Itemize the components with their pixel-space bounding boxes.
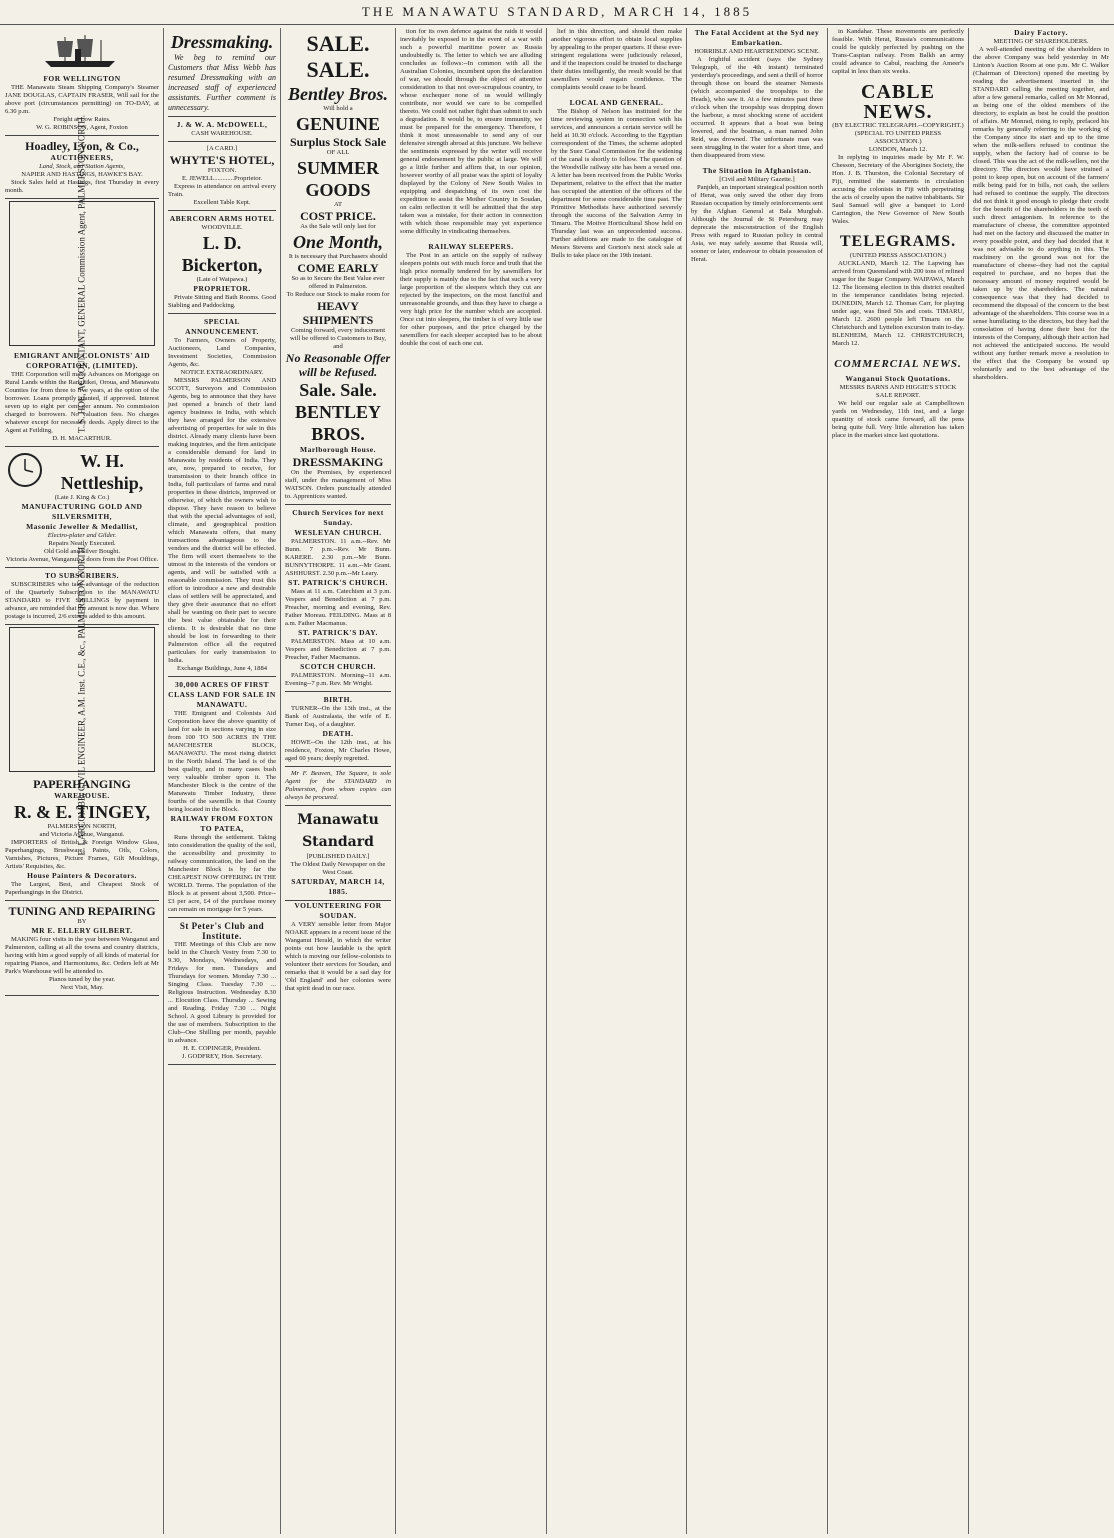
whyte-prop: E. JEWELL............Proprietor. <box>181 175 263 182</box>
scotch-church: SCOTCH CHURCH. <box>300 662 376 671</box>
whyte-place: FOXTON. <box>207 167 237 174</box>
st-peters-club <box>168 918 276 1065</box>
heavy-shipments: HEAVY SHIPMENTS <box>302 299 374 327</box>
volunteering-text: A VERY sensible letter from Major NOAKE appears in a recent issue of the Wanganui Herald, in which the writer points out how laudable is the spirit which is moving our fellow-colonists to volunteer their services for Soudan, and remarks that it would be a sad day for 'Old England' and her colonies were that spirit dead in our race. <box>285 921 391 992</box>
column-rule <box>546 28 547 1534</box>
cable-date: LONDON, March 12. <box>868 146 928 153</box>
only-last: As the Sale will only last for <box>300 223 376 230</box>
tuning-next: Next Visit, May. <box>60 984 104 991</box>
birth-text: TURNER--On the 13th inst., at the Bank of Australasia, the wife of E. Turner Esq., of a daughter. <box>285 705 391 728</box>
dress-title: Dressmaking. <box>170 32 274 52</box>
column-2 <box>165 28 279 1534</box>
church-head: Church Services for next Sunday. <box>292 508 384 527</box>
published: [PUBLISHED DAILY.] <box>306 853 370 860</box>
column-rule <box>686 28 687 1534</box>
nettleship-address: Victoria Avenue, Wanganui, 3 doors from the Post Office. <box>5 556 159 563</box>
stpatday-text: PALMERSTON. Mass at 10 a.m. Vespers and Benediction at 7 p.m. Preacher, Father Macmanus. <box>285 638 391 661</box>
agent-note <box>285 767 391 806</box>
wanganui-sub: MESSRS BARNS AND HIGGIE'S STOCK SALE REPORT. <box>839 384 957 399</box>
tuning-name: MR E. ELLERY GILBERT. <box>31 926 133 935</box>
nettleship-plater: Electro-plater and Gilder. <box>47 532 117 539</box>
tuning-ad <box>5 901 159 996</box>
dressmaking-ad <box>168 28 276 117</box>
stpeter-sec: J. GODFREY, Hon. Secretary. <box>181 1053 263 1060</box>
bentley-sale-ad <box>285 28 391 505</box>
death-head: DEATH. <box>322 729 354 738</box>
st-patricks-day: ST. PATRICK'S DAY. <box>298 628 378 637</box>
dress-text-3: On the Premises, by experienced staff, under the management of Miss WATSON. Orders punctually attended to. Apprentices wanted. <box>285 469 391 500</box>
col8-text: A well-attended meeting of the shareholders in the above Company was held yesterday in Mr Linton's Auction Room at one p.m. Mr C. Walker (Chairman of Directors) opened the meeting by reading the advertisement inserted in the STANDARD calling the meeting together, and after a few general remarks, called on Mr Monrad, as being one of the oldest members of the directory, to explain as best he could the position of affairs. Mr Monrad, rising to reply, prefaced his remarks by generally referring to the working of the Company since its start and up to the time when the milk-sellers refused to continue the supply, when the factory had of course to be closed. This was the act of the milk-sellers, not the directory. The directors would have strained a point to keep open, but on account of the farmers' milk being paid for in bills, not cash, the sellers had refused to continue the supply. The directors did not think it good enough to pledge their credit for the benefit of the shareholders in the teeth of such direct antagonism. In reference to the manufacture of cheese, the committee appointed had met on the factory and discussed the matter in every possible point, and they had decided that it was not advisable to do anything in this. The machinery on the ground was not for the manufacture of cheese--they had not the capital required to purchase, and no hopes that the necessary amount of money required would be taken up by the shareholders. The natural consequence was that they had decided to recommend the disposal of the concern to the best advantage of the shareholders. This course was in a sense humiliating to the directors, but they had the consolation of having done their best for the interests of the Company, although their action had not achieved the anticipated success. He would without any further remark move a resolution to the effect that the Company be wound up voluntarily and to the best advantage of the shareholders. <box>973 46 1109 381</box>
telegrams-text: AUCKLAND, March 12. The Lapwing has arrived from Queensland with 200 tons of refined sugar for the Sugar Company. WAIPAWA, March 12. The licensing election in this district resulted in the temperance candidates being rejected. DUNEDIN, March 12. Thomas Carr, for playing under age, was fined 50s and costs. TIMARU, March 12. 2600 people left Timaru on the Christchurch and Lyttelton excursion train to-day. BLENHEIM, March 12. CHRISTCHURCH, March 12. <box>832 260 964 347</box>
fatal-head: The Fatal Accident at the Syd ney Embarkation. <box>694 28 820 47</box>
nettleship-late: (Late J. King & Co.) <box>54 494 110 501</box>
dairy-head: Dairy Factory. <box>1014 28 1068 37</box>
wesleyan-text: PALMERSTON. 11 a.m.--Rev. Mr Bunn. 7 p.m.--Rev. Mr Bunn. KARERE. 2.30 p.m.--Mr Bunn. BUNNYTHORPE. 11 a.m.--Mr Grant. ASHHURST. 2.30 p.m.--Mr Leary. <box>285 538 391 577</box>
freight-line: Freight at Low Rates. <box>53 116 111 123</box>
column-4 <box>397 28 545 1534</box>
abercorn-name: ABERCORN ARMS HOTEL <box>169 214 275 223</box>
nettleship-repairs: Repairs Neatly Executed. <box>48 540 116 547</box>
land-text: THE Emigrant and Colonists Aid Corporation have the above quantity of land for sale in sections varying in size from 100 TO 500 ACRES IN THE MANCHESTER BLOCK, MANAWATU. The most rising district in the North Island. The land is of the best quality, and in many cases bush very valuable timber upon it. The Manchester Block is the centre of the Manawatu Timber Industry, three fourths of the sawmills in that County being located in the Block. <box>168 710 276 813</box>
column-7 <box>829 28 967 1534</box>
wanganui-head: Wanganui Stock Quotations. <box>845 374 951 383</box>
paperhanging: PAPERHANGING <box>33 777 131 791</box>
summer-goods: SUMMER GOODS <box>297 158 379 200</box>
no-offer: No Reasonable Offer will be Refused. <box>285 351 391 379</box>
cable-text: In replying to inquiries made by Mr F. W. Chesson, Secretary of the Aborigines Society, the Hon. J. B. Thurston, the Colonial Secretary of Fiji, remitted the statements in circulation accusing the colonists in Fiji with perpetrating the acts of cruelty upon the native inhabitants. Sir Saul Samuel will give a banquet to Lord Carrington, the New Governor of New South Wales. <box>832 154 964 225</box>
local-general-text: The Bishop of Nelson has instituted for the time reviewing system in connection with his services, and announces a certain service will be held at 10.30 o'clock. According to the Egyptian correspondent of the Times, the scheme adopted by the Suez Canal Commission for the widening of the canal is shortly to follow. The question of the Woodville railway site has been a vexed one. A letter has been received from the Public Works Department, relative to the effect that the matter has occupied the attention of the officers of the department for some considerable time past. The Primitive Methodists have authorized severely through the success of the Salvation Army in Timaru. The Motive Horticultural Show held on Thursday last was an unprecedented success. Further additions are made to the catalogue of Messrs Stevens and Gorton's next stock sale at Bulls to take place on the 19th instant. <box>551 108 682 259</box>
tuning-tuned: Pianos tuned by the year. <box>48 976 116 983</box>
railway-head: RAILWAY FROM FOXTON TO PATEA, <box>170 814 274 833</box>
bickerton-late: (Late of Waipawa.) <box>196 276 248 283</box>
subscribers-head: TO SUBSCRIBERS. <box>44 571 120 580</box>
local-general-head: LOCAL AND GENERAL. <box>569 98 664 107</box>
dress-text: We beg to remind our Customers that Miss Webb has resumed Dressmaking with an increased staff of experienced assistants. Further comment is unnecessary. <box>168 53 276 112</box>
whyte-text: Express in attendance on arrival every Train. <box>168 183 276 198</box>
stpeter-text: THE Meetings of this Club are now held in the Church Vestry from 7.30 to 9.30, Mondays, Wednesdays, and Fridays for men. Tuesdays and Thursdays for women. Monday 7.30 ... Singing Class. Tuesday 7.30 ... Religious Instruction. Wednesday 8.30 ... Elocution Class. Thursday ... Sewing and Reading. Friday 7.30 ... Night School. A good Library is provided for the use of members. Subscription to the Club--One Shilling per month, payable in advance. <box>168 941 276 1044</box>
volunteering-article <box>285 901 391 993</box>
telegrams-head: TELEGRAMS. <box>839 233 957 250</box>
dressmaking-head: DRESSMAKING <box>292 455 384 469</box>
tingey-text: IMPORTERS of British & Foreign Window Glass, Paperhangings, Brushware, Paints, Oils, Colors, Varnishes, Pictures, Picture Frames, Gilt Mouldings, Artists' Requisites, &c. <box>5 839 159 870</box>
wesleyan: WESLEYAN CHURCH. <box>294 528 382 537</box>
column-1 <box>2 28 162 1534</box>
warehouse: WAREHOUSE. <box>54 791 110 800</box>
bentley-2: BENTLEY BROS. <box>294 402 382 444</box>
auctioneers-sales: Stock Sales held at Hastings, first Thursday in every month. <box>5 179 159 194</box>
land-text-2: Runs through the settlement. Taking into consideration the quality of the soil, the accessibility and proximity to railway communication, the land on the Manchester Block is by far the CHEAPEST NOW OFFERING IN THE WORLD. Terms. The population of the Block is at present about 3,500. Price--£3 per acre, £4 of the purchase money can remain on mortgage for 5 years. <box>168 834 276 913</box>
at: AT <box>333 201 343 208</box>
column-rule <box>280 28 281 1534</box>
column-3 <box>282 28 394 1534</box>
whyte-table: Excellent Table Kept. <box>193 199 251 206</box>
tingey-name: R. & E. TINGEY, <box>13 802 151 822</box>
column-6 <box>688 28 826 1534</box>
column-rule <box>163 28 164 1534</box>
mcdowell-ad <box>168 117 276 142</box>
whyte-hotel-ad <box>168 142 276 211</box>
st-patrick: ST. PATRICK'S CHURCH. <box>288 578 388 587</box>
abercorn-place: WOODVILLE. <box>201 224 243 231</box>
births-deaths <box>285 692 391 767</box>
surplus: Surplus Stock Sale <box>289 135 387 149</box>
reduce: To Reduce our Stock to make room for <box>286 291 390 298</box>
hoe-text: T. S. HOE, ACCOUNTANT, GENERAL Commission Agent, PALMERSTON NORTH. <box>76 114 87 433</box>
nettleship-jeweller: Masonic Jeweller & Medallist, <box>26 522 138 531</box>
mcdowell-sub: CASH WAREHOUSE. <box>191 130 253 137</box>
special-head: SPECIAL ANNOUNCEMENT. <box>185 317 259 336</box>
land-head: 30,000 ACRES OF FIRST CLASS LAND FOR SALE IN MANAWATU. <box>168 680 276 709</box>
commercial-head: COMMERCIAL NEWS. <box>834 358 962 370</box>
oldest: The Oldest Daily Newspaper on the West Coast. <box>290 861 386 876</box>
cable-sub: (BY ELECTRIC TELEGRAPH.--COPYRIGHT.) (SPECIAL TO UNITED PRESS ASSOCIATION.) <box>832 122 964 145</box>
will-hold: Will hold a <box>323 105 353 112</box>
birth-head: BIRTH. <box>323 695 353 704</box>
emigrant-text: THE Corporation will make Advances on Mortgage on Rural Lands within the Rangitikei, Oroua, and Manawatu Counties for from three to five years, at the option of the borrower. Loans promptly granted, if approved. Interest seven up to eight per cent per annum. No commission charged to borrowers. No valuation fees. No charges whatever except for necessary deeds. Apply direct to the Agent at Feilding, <box>5 371 159 434</box>
mcdowell-name: J. & W. A. McDOWELL, <box>176 120 268 129</box>
issue-date: SATURDAY, MARCH 14, 1885. <box>291 877 385 896</box>
col7-text: in Kandahar. These movements are perfectly feasible. With Herat, Russia's communications could be quickly perfected by pushing on the Trans-Caspian railway. From Balkh an army could advance to Cabul, reaching the Ameer's capital in less than six weeks. <box>832 28 964 75</box>
column-rule <box>395 28 396 1534</box>
emigrant-agent: D. H. MACARTHUR. <box>52 435 112 442</box>
agent-note-text: Mr F. Beaven, The Square, is sole Agent for the STANDARD in Palmerston, from whom copies can always be procured. <box>285 770 391 801</box>
bickerton-text: Private Sitting and Bath Rooms. Good Stabling and Paddocking. <box>168 294 276 309</box>
stpatrick-text: Mass at 11 a.m. Catechism at 3 p.m. Vespers and Benediction at 7 p.m. Preacher, morning and evening, Rev. Father Moreau. FEILDING. Mass at 8 a.m. Father Macmanus. <box>285 588 391 627</box>
afghan-sub: [Civil and Military Gazette.] <box>719 176 795 183</box>
cost-price: COST PRICE. <box>300 209 376 223</box>
telegrams-sub: (UNITED PRESS ASSOCIATION.) <box>849 252 947 259</box>
notice-extraordinary: NOTICE EXTRAORDINARY. <box>180 369 264 376</box>
special-text: MESSRS PALMERSON AND SCOTT, Surveyors and Commission Agents, beg to announce that they have just opened a branch of their land agency business in India, with which they have arranged for the extensive advertising of properties for sale in this district. Already many clients have been making inquiries, and the firm anticipate a considerable demand for land in Manawatu by residents of India. They are, now, prepared to receive, for transmission to their branch office in India, full particulars of farms and rural properties in these districts, improved or otherwise, of which the owners wish to dispose. They have reason to believe that with the special advantages of soil, climate, and geographical position which Manawatu offers, that many transactions advantageous to the vendors and the district will be effected. The firm will exert themselves to the utmost in the interests of the vendors or agents, and will be satisfied with a reasonable commission. They trust this effort to introduce a new and desirable class of settlers will be appreciated, and they give their assurance that no effort shall be wanting on their part to secure the best value obtainable for their clients. It is desirable that no time should be lost in forwarding to their Palmerston office all the required particulars for early transmission to India. <box>168 377 276 664</box>
sale-title: SALE. SALE. <box>306 31 370 82</box>
fatal-sub: HORRIBLE AND HEARTRENDING SCENE. <box>694 48 820 55</box>
secure: So as to Secure the Best Value ever offered in Palmerston. <box>291 275 385 290</box>
one-month: One Month, <box>292 232 384 252</box>
column-rule <box>968 28 969 1534</box>
whyte-name: WHYTE'S HOTEL, <box>169 153 275 167</box>
land-sale-ad <box>168 677 276 918</box>
church-services <box>285 505 391 692</box>
clock-icon <box>5 450 45 490</box>
col4-text: tion for its own defence against the raids it would inevitably be exposed to in the event of a war with such a powerful maritime power as Russia undoubtedly is. The letter to which we are alluding concludes as follows:--In common with all the Australian Colonies, incumbent upon the declaration of war, we should through the object of attentive consideration to that not over-scrupulous country, to whose exchequer none of us would willingly contribute, nor would we care to be compelled thereto. We could not rather fight than submit to such a degradation. It would be, to ensure immunity, we must be prepared for the emergency. Therefore, I think it most unreasonable to send any of our defensive strength abroad at this juncture. We believe the sentiments expressed by the writer will receive general endorsement by the public at large. We will go a little further and affirm that, in our opinion, however worthy of all praise was the spirit of loyalty displayed by the Colony of New South Wales in equipping and despatching of its own cost the expedition to assist the Mother Country in Soudan, on calm reflection it will be admitted that the step taken was a mistake, for their action in connection with which those responsible may yet experience some difficulty in vindicating themselves. <box>400 28 542 235</box>
bickerton-name: L. D. Bickerton, <box>181 233 263 275</box>
fatal-text: A frightful accident (says the Sydney Telegraph, of the 4th instant) terminated yesterday's proceedings, and sent a thrill of horror through those on board the steamer Nemesis (which accompanied the troopships to the Heads), who saw it. At a few minutes past three o'clock when the troopship was dropping down the harbour, a most shocking scene of accident occurred. It appears that a boat was being lowered, and the boatman, a man named John Reid, was drowned. The unfortunate man was seen struggling in the water for a short time, and then disappeared from view. <box>691 56 823 159</box>
come-early: COME EARLY <box>297 261 379 275</box>
col5-text: lief in this direction, and should then make another vigorous effort to obtain local supplies by appealing to the proper quarters. If these ever-stringent regulations were judiciously relaxed, and if the inspectors could be trusted to discharge their duties intelligently, the result would be that sawmillers would regain confidence. The complaints would cease to be heard. <box>551 28 682 91</box>
coming: Coming forward, every inducement will be offered to Customers to Buy, and <box>290 327 386 350</box>
column-5 <box>548 28 685 1534</box>
special-to: To Farmers, Owners of Property, Auctioneers, Land Companies, Investment Societies, Commission Agents, &c. <box>168 337 276 368</box>
abercorn-ad <box>168 211 276 314</box>
scotch-text: PALMERSTON. Morning--11 a.m. Evening--7 p.m. Rev. Mr Wright. <box>285 672 391 687</box>
afghan-text: Panjdeh, an important strategical position north of Herat, was only saved the other day from Russian occupation by timely reinforcements sent by the Afghan General at Bala Murghab. Although the Journal de St Petersburg may deprecate the misconstruction of the English Press with regard to Russian policy in central Asia, we may safely assume that Russia will, sooner or later, endeavour to obtain possession of Herat. <box>691 184 823 263</box>
steamer-text: THE Manawatu Steam Shipping Company's Steamer JANE DOUGLAS, CAPTAIN FRASER, Will sail for the above port (circumstances permitting) on TO-DAY, at 6.30 p.m. <box>5 84 159 115</box>
marlborough: Marlborough House. <box>300 445 376 454</box>
auctioneers-place: NAPIER AND HASTINGS, HAWKE'S BAY. <box>21 171 143 178</box>
tingey-place: PALMERSTON NORTH, <box>47 823 117 830</box>
tuning-by: BY <box>77 918 87 925</box>
emigrant-head: EMIGRANT AND COLONISTS' AID CORPORATION, (LIMITED). <box>13 351 151 370</box>
railway-sleepers-head: RAILWAY SLEEPERS. <box>428 242 514 251</box>
special-sig: Exchange Buildings, June 4, 1884 <box>176 665 268 672</box>
afghan-head: The Situation in Afghanistan. <box>702 166 812 175</box>
auctioneers-name: Hoadley, Lyon, & Co., <box>25 139 139 153</box>
bentley-name: Bentley Bros. <box>287 84 388 104</box>
paper-name: Manawatu Standard <box>297 812 379 850</box>
masthead: THE MANAWATU STANDARD, MARCH 14, 1885 <box>0 0 1114 25</box>
column-8 <box>970 28 1112 1534</box>
tuning-head: TUNING AND REPAIRING <box>8 904 156 918</box>
larcombe-text: E. LARCOMBE, CIVIL ENGINEER, A.M. Inst. C.E., &c., PALMERSTON NORTH. <box>76 544 87 855</box>
tuning-text: MAKING four visits in the year between Wanganui and Palmerston, calling at all the towns and country districts, having with him a good supply of all kinds of material for repairing Pianos, and Harmoniums, &c. Orders left at Mr Park's Warehouse will be attended to. <box>5 936 159 975</box>
proprietor: PROPRIETOR. <box>193 284 251 293</box>
death-text: HOWE--On the 12th inst., at his residence, Foxton, Mr Charles Howe, aged 60 years; deeply regretted. <box>285 739 391 762</box>
wanganui-text: We held our regular sale at Campbelltown yards on Wednesday, 11th inst, and a large quantity of stock came forward, all the pens being quite full. Very little alteration has taken place in the market since last quotations. <box>832 400 964 439</box>
tingey-and: and Victoria Avenue, Wanganui. <box>39 831 125 838</box>
nettleship-trade: MANUFACTURING GOLD AND SILVERSMITH, <box>21 502 143 521</box>
stpeter-head: St Peter's Club and Institute. <box>179 921 265 941</box>
sale-2: Sale. Sale. <box>299 380 377 400</box>
railway-sleepers-text: The Post in an article on the supply of railway sleepers points out with much force and truth that the high price normally tendered for by sawmillers for their supply is mainly due to the fact that such a very large proportion of the sleepers which they cut are rejected by the inspectors, on the most fanciful and unreasonable grounds, and thus they have to charge a very high price for the number which are accepted. Once cut into sleepers, the timber is of very little use for other purposes, and the price charged by the sawmillers for each sleeper accepted has to be about double the cost of each one cut. <box>400 252 542 347</box>
special-announcement <box>168 314 276 677</box>
tingey-painters: House Painters & Decorators. <box>27 871 137 880</box>
tingey-stock: The Largest, Best, and Cheapest Stock of Paperhangings in the District. <box>5 881 159 896</box>
editorial-header <box>285 806 391 901</box>
shipping-agent: W. G. ROBINSON, Agent, Foxton <box>36 124 128 131</box>
subscribers-text: SUBSCRIBERS who take advantage of the reduction of the Quarterly Subscription to the MANAWATU STANDARD to FIVE SHILLINGS by payment in advance, are reminded that the amount is now due. Where postage is incurred, 2/6 extra is added to this amount. <box>5 581 159 620</box>
ship-icon <box>5 31 155 71</box>
auctioneers-title: AUCTIONEERS, <box>50 153 114 162</box>
nettleship-old: Old Gold and Silver Bought. <box>43 548 120 555</box>
for-wellington: FOR WELLINGTON <box>43 74 121 83</box>
genuine: GENUINE <box>295 114 380 134</box>
necessary: It is necessary that Purchasers should <box>288 253 388 260</box>
column-rule <box>827 28 828 1534</box>
volunteering-head: VOLUNTEERING FOR SOUDAN. <box>294 901 382 920</box>
meeting-head: MEETING OF SHAREHOLDERS. <box>993 38 1089 45</box>
stpeter-pres: H. E. COPINGER, President. <box>183 1045 261 1052</box>
card-label: [A CARD.] <box>206 145 238 152</box>
cable-news-head: CABLE NEWS. <box>861 81 935 123</box>
auctioneers-line: Land, Stock, and Station Agents, <box>39 163 125 170</box>
nettleship-name: W. H. Nettleship, <box>60 451 144 493</box>
of-all: OF ALL <box>326 149 350 156</box>
